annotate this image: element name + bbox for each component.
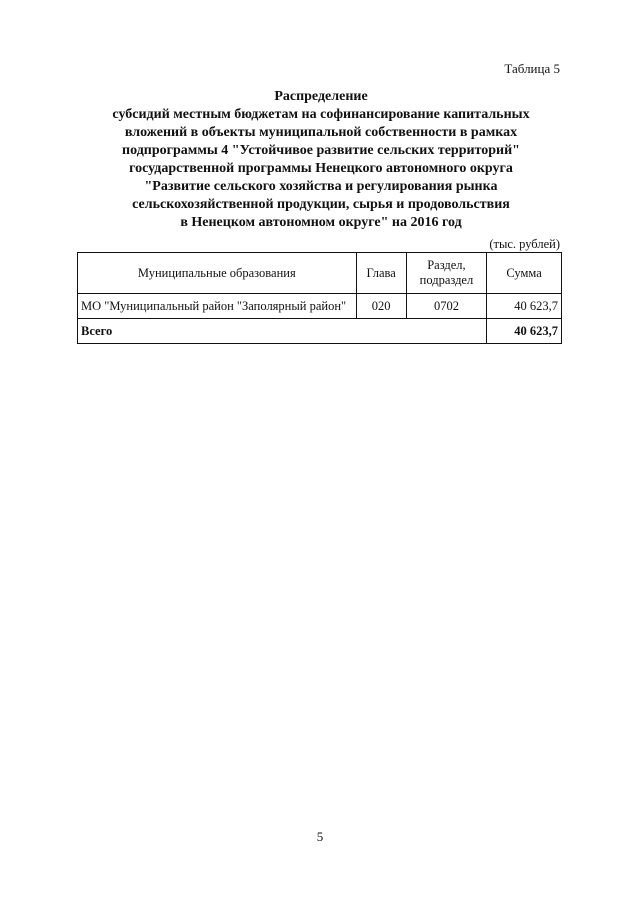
row-sum: 40 623,7 (487, 294, 562, 319)
subsidy-table (77, 252, 562, 344)
title-line: подпрограммы 4 "Устойчивое развитие сельских территорий" (122, 143, 520, 158)
header-section-line2: подраздел (419, 273, 474, 287)
title-line: государственной программы Ненецкого автономного округа (129, 161, 513, 176)
title-line: субсидий местным бюджетам на софинансирование капитальных (112, 107, 530, 122)
title-line: в Ненецком автономном округе" на 2016 год (180, 215, 462, 230)
units-note: (тыс. рублей) (489, 237, 560, 251)
header-chapter: Глава (356, 253, 406, 294)
header-section (406, 253, 487, 294)
table-row (78, 294, 562, 319)
document-title (80, 88, 562, 232)
row-section: 0702 (406, 294, 487, 319)
title-line: сельскохозяйственной продукции, сырья и продовольствия (132, 197, 510, 212)
header-sum: Сумма (487, 253, 562, 294)
row-chapter: 020 (356, 294, 406, 319)
header-section-line1: Раздел, (427, 258, 466, 272)
title-line: "Развитие сельского хозяйства и регулирования рынка (144, 179, 498, 194)
total-label: Всего (78, 319, 487, 344)
row-municipality: МО "Муниципальный район "Заполярный район" (78, 294, 357, 319)
total-sum: 40 623,7 (487, 319, 562, 344)
page-number: 5 (316, 829, 324, 844)
table-header-row (78, 253, 562, 294)
table-total-row (78, 319, 562, 344)
header-municipalities: Муниципальные образования (78, 253, 357, 294)
title-line: вложений в объекты муниципальной собственности в рамках (124, 125, 518, 140)
title-line: Распределение (274, 89, 368, 104)
table-number-label: Таблица 5 (504, 61, 560, 76)
